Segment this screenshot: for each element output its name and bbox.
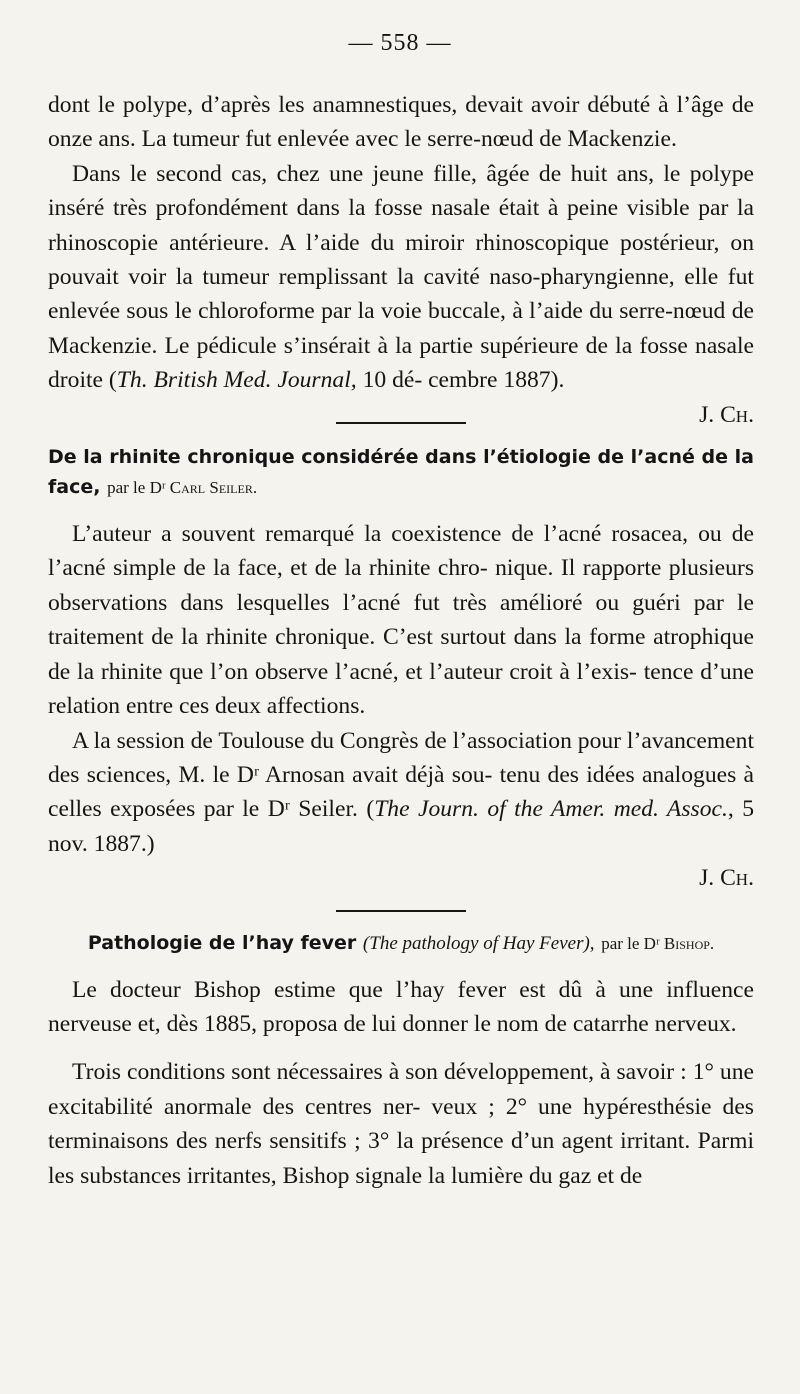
section-heading [48, 442, 754, 503]
paragraph: Trois conditions sont nécessaires à son développement, à savoir : 1° une excitabilité anormale des centres ner- veux ; 2° une hypéresthésie des terminaisons des nerfs sensitifs ; 3° la présence d’un agent irritant. Parmi les substances irritantes, Bishop signale la lumière du gaz et de [48, 1059, 754, 1189]
signature-row [48, 861, 754, 895]
signature: J. Ch. [699, 865, 754, 892]
paragraph-text: Dans le second cas, chez une jeune fille, âgée de huit ans, le polype inséré très profondément dans la fosse nasale était à peine visible par la rhinoscopie antérieure. A l’aide du miroir rhinoscopique postérieur, on pouvait voir la tumeur remplissant la cavité naso-pharyngienne, elle fut enlevée sous le chloroforme par la voie buccale, à l’aide du serre-nœud de Mackenzie. Le pédicule s’insérait à la partie supérieure de la fosse nasale droite ( [48, 160, 754, 394]
citation-date: 10 dé- cembre 1887). [356, 367, 565, 394]
citation-journal: The Journ. of the Amer. med. Assoc. [374, 796, 728, 823]
paragraph: Le docteur Bishop estime que l’hay fever est dû à une influence nerveuse et, dès 1885, proposa de lui donner le nom de catarrhe nerveux. [48, 976, 754, 1037]
paragraph-second-case [48, 157, 754, 398]
section-title: Pathologie de l’hay fever [87, 931, 357, 954]
signature-row [48, 398, 754, 432]
paragraph: L’auteur a souvent remarqué la coexistence de l’acné rosacea, ou de l’acné simple de la face, et de la rhinite chro- nique. Il rapporte plusieurs observations dans lesquelles l’acné fut très amélioré ou guéri par le traitement de la rhinite chronique. C’est surtout dans la forme atrophique de la rhinite que l’on observe l’acné, et l’auteur croit à l’exis- tence d’une relation entre ces deux affections. [48, 521, 754, 720]
author-name: Bishop. [663, 933, 715, 953]
byline: par le Dʳ Bishop. [601, 933, 715, 953]
section-title: De la rhinite chronique considérée dans l’étiologie de l’acné de la face, [48, 446, 754, 499]
page-number: — 558 — [348, 30, 452, 56]
section-divider [336, 910, 466, 912]
citation-date: , 5 nov. 1887.) [48, 796, 755, 857]
paragraph-continued: dont le polype, d’après les anamnestiques, devait avoir débuté à l’âge de onze ans. La tumeur fut enlevée avec le serre-nœud de Mackenzie. [48, 92, 754, 153]
author-name: Carl Seiler. [169, 478, 258, 498]
paragraph-text: A la session de Toulouse du Congrès de l’association pour l’avancement des sciences, M. le Dʳ Arnosan avait déjà sou- tenu des idées analogues à celles exposées par le Dʳ Seiler. ( [48, 727, 754, 823]
paragraph [48, 724, 754, 862]
section-divider [336, 422, 466, 424]
page-body [48, 88, 754, 1193]
signature: J. Ch. [699, 401, 754, 428]
section-title-english: (The pathology of Hay Fever), [362, 932, 595, 954]
byline: par le Dʳ Carl Seiler. [107, 478, 258, 498]
citation-journal: Th. British Med. Journal, [116, 367, 357, 394]
section-heading [48, 928, 754, 959]
